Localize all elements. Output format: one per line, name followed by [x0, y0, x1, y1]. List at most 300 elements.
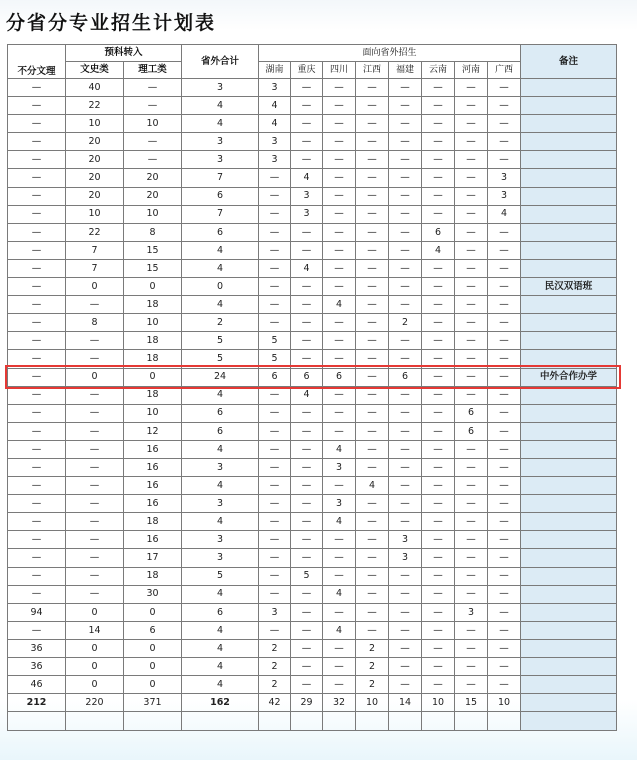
cell-ligong: 10: [124, 115, 182, 133]
cell-wenshi: —: [66, 585, 124, 603]
cell-fen-wenli: —: [8, 115, 66, 133]
cell-chongqing: —: [291, 621, 323, 639]
cell-jiangxi: —: [356, 513, 389, 531]
cell-fujian: —: [389, 187, 422, 205]
cell-yunnan: —: [422, 585, 455, 603]
cell-jiangxi: —: [356, 187, 389, 205]
cell-chongqing: —: [291, 278, 323, 296]
cell-guangxi: —: [488, 115, 521, 133]
cell-chongqing: —: [291, 241, 323, 259]
cell-henan: —: [455, 621, 488, 639]
cell-sichuan: —: [323, 531, 356, 549]
cell-note: [521, 169, 617, 187]
cell-guangxi: —: [488, 422, 521, 440]
cell-yunnan: —: [422, 549, 455, 567]
cell-henan: 3: [455, 603, 488, 621]
cell-guangxi: 4: [488, 205, 521, 223]
cell-sichuan: —: [323, 278, 356, 296]
cell-note: [521, 350, 617, 368]
cell-fujian: —: [389, 278, 422, 296]
cell-fen-wenli: —: [8, 458, 66, 476]
cell-henan: —: [455, 296, 488, 314]
cell-total: 4: [182, 676, 259, 694]
cell-wenshi: —: [66, 477, 124, 495]
cell-henan: —: [455, 133, 488, 151]
cell-empty: [389, 712, 422, 731]
cell-chongqing: 4: [291, 259, 323, 277]
cell-fujian: —: [389, 477, 422, 495]
cell-empty: [323, 712, 356, 731]
cell-jiangxi: 2: [356, 639, 389, 657]
cell-sichuan: 4: [323, 585, 356, 603]
cell-sichuan: —: [323, 241, 356, 259]
cell-henan: —: [455, 332, 488, 350]
cell-note: [521, 676, 617, 694]
cell-ligong: 371: [124, 694, 182, 712]
cell-fujian: —: [389, 567, 422, 585]
header-province-chongqing: 重庆: [291, 62, 323, 79]
cell-hunan: —: [259, 404, 291, 422]
cell-hunan: —: [259, 440, 291, 458]
table-row: [8, 187, 617, 205]
cell-wenshi: 20: [66, 151, 124, 169]
table-row: [8, 169, 617, 187]
cell-ligong: 16: [124, 440, 182, 458]
cell-fen-wenli: —: [8, 567, 66, 585]
cell-ligong: 8: [124, 223, 182, 241]
cell-henan: —: [455, 513, 488, 531]
cell-jiangxi: —: [356, 97, 389, 115]
cell-chongqing: —: [291, 223, 323, 241]
cell-henan: —: [455, 241, 488, 259]
cell-ligong: 0: [124, 676, 182, 694]
cell-note: [521, 549, 617, 567]
cell-total: 7: [182, 169, 259, 187]
cell-jiangxi: —: [356, 350, 389, 368]
cell-henan: —: [455, 639, 488, 657]
cell-ligong: 17: [124, 549, 182, 567]
cell-total: 4: [182, 115, 259, 133]
cell-guangxi: —: [488, 513, 521, 531]
cell-wenshi: —: [66, 422, 124, 440]
cell-guangxi: —: [488, 368, 521, 386]
cell-fen-wenli: —: [8, 133, 66, 151]
cell-empty: [182, 712, 259, 731]
cell-jiangxi: 2: [356, 676, 389, 694]
cell-wenshi: —: [66, 296, 124, 314]
table-row: [8, 259, 617, 277]
cell-fen-wenli: —: [8, 223, 66, 241]
cell-henan: —: [455, 259, 488, 277]
cell-note: [521, 477, 617, 495]
cell-wenshi: —: [66, 404, 124, 422]
cell-sichuan: —: [323, 97, 356, 115]
cell-total: 3: [182, 531, 259, 549]
cell-sichuan: 6: [323, 368, 356, 386]
cell-henan: —: [455, 676, 488, 694]
cell-sichuan: —: [323, 386, 356, 404]
cell-sichuan: —: [323, 151, 356, 169]
cell-total: 162: [182, 694, 259, 712]
cell-note: [521, 332, 617, 350]
cell-sichuan: —: [323, 133, 356, 151]
cell-hunan: —: [259, 458, 291, 476]
cell-wenshi: —: [66, 440, 124, 458]
cell-total: 6: [182, 404, 259, 422]
cell-hunan: —: [259, 621, 291, 639]
cell-note: [521, 621, 617, 639]
cell-total: 5: [182, 350, 259, 368]
header-province-fujian: 福建: [389, 62, 422, 79]
cell-henan: 6: [455, 404, 488, 422]
table-row: [8, 350, 617, 368]
cell-yunnan: 6: [422, 223, 455, 241]
cell-wenshi: 22: [66, 223, 124, 241]
cell-ligong: 30: [124, 585, 182, 603]
cell-note: [521, 133, 617, 151]
cell-fen-wenli: —: [8, 332, 66, 350]
cell-hunan: 2: [259, 658, 291, 676]
cell-henan: —: [455, 386, 488, 404]
cell-ligong: 18: [124, 296, 182, 314]
cell-empty: [8, 712, 66, 731]
cell-fujian: 3: [389, 531, 422, 549]
cell-fujian: —: [389, 422, 422, 440]
cell-yunnan: —: [422, 531, 455, 549]
cell-empty: [356, 712, 389, 731]
cell-henan: —: [455, 495, 488, 513]
cell-guangxi: —: [488, 133, 521, 151]
cell-fujian: —: [389, 151, 422, 169]
cell-guangxi: —: [488, 97, 521, 115]
cell-total: 2: [182, 314, 259, 332]
cell-fujian: —: [389, 513, 422, 531]
cell-ligong: 16: [124, 477, 182, 495]
cell-note: [521, 458, 617, 476]
cell-henan: —: [455, 223, 488, 241]
cell-wenshi: 7: [66, 241, 124, 259]
table-row: [8, 422, 617, 440]
table-row: [8, 115, 617, 133]
cell-jiangxi: —: [356, 205, 389, 223]
cell-chongqing: —: [291, 332, 323, 350]
cell-fen-wenli: —: [8, 259, 66, 277]
cell-chongqing: —: [291, 513, 323, 531]
cell-guangxi: —: [488, 440, 521, 458]
cell-ligong: —: [124, 79, 182, 97]
cell-wenshi: —: [66, 350, 124, 368]
cell-jiangxi: —: [356, 259, 389, 277]
cell-guangxi: —: [488, 278, 521, 296]
cell-fen-wenli: 36: [8, 639, 66, 657]
cell-jiangxi: —: [356, 296, 389, 314]
cell-sichuan: 32: [323, 694, 356, 712]
cell-guangxi: —: [488, 296, 521, 314]
cell-fen-wenli: —: [8, 169, 66, 187]
cell-total: 6: [182, 223, 259, 241]
table-row: [8, 151, 617, 169]
cell-fen-wenli: —: [8, 531, 66, 549]
cell-henan: —: [455, 440, 488, 458]
cell-fen-wenli: —: [8, 621, 66, 639]
table-row: [8, 495, 617, 513]
cell-sichuan: —: [323, 115, 356, 133]
cell-guangxi: —: [488, 332, 521, 350]
cell-chongqing: 3: [291, 205, 323, 223]
cell-note: [521, 241, 617, 259]
cell-jiangxi: 10: [356, 694, 389, 712]
cell-sichuan: 3: [323, 495, 356, 513]
cell-fujian: —: [389, 259, 422, 277]
cell-total: 3: [182, 151, 259, 169]
cell-fujian: —: [389, 440, 422, 458]
cell-total: 5: [182, 332, 259, 350]
cell-note: [521, 296, 617, 314]
cell-guangxi: —: [488, 639, 521, 657]
cell-henan: —: [455, 151, 488, 169]
cell-note: [521, 513, 617, 531]
cell-guangxi: —: [488, 223, 521, 241]
cell-henan: —: [455, 205, 488, 223]
cell-wenshi: —: [66, 386, 124, 404]
cell-fujian: —: [389, 133, 422, 151]
cell-henan: —: [455, 169, 488, 187]
cell-yunnan: —: [422, 205, 455, 223]
cell-fujian: —: [389, 332, 422, 350]
cell-guangxi: —: [488, 151, 521, 169]
cell-chongqing: —: [291, 495, 323, 513]
cell-sichuan: —: [323, 658, 356, 676]
cell-wenshi: 0: [66, 603, 124, 621]
cell-sichuan: —: [323, 205, 356, 223]
cell-hunan: 5: [259, 350, 291, 368]
cell-yunnan: —: [422, 350, 455, 368]
cell-chongqing: —: [291, 422, 323, 440]
cell-fen-wenli: —: [8, 151, 66, 169]
cell-total: 4: [182, 440, 259, 458]
table-row: [8, 404, 617, 422]
cell-yunnan: —: [422, 278, 455, 296]
cell-yunnan: —: [422, 458, 455, 476]
cell-note: [521, 386, 617, 404]
cell-empty: [455, 712, 488, 731]
cell-sichuan: 4: [323, 296, 356, 314]
cell-ligong: 18: [124, 386, 182, 404]
cell-chongqing: —: [291, 676, 323, 694]
cell-yunnan: —: [422, 676, 455, 694]
header-wenshi: 文史类: [66, 62, 124, 79]
cell-guangxi: —: [488, 79, 521, 97]
cell-hunan: —: [259, 223, 291, 241]
cell-yunnan: —: [422, 296, 455, 314]
blank-row: [8, 712, 617, 731]
cell-jiangxi: —: [356, 422, 389, 440]
cell-wenshi: 20: [66, 169, 124, 187]
cell-total: 4: [182, 658, 259, 676]
table-row: [8, 639, 617, 657]
cell-sichuan: —: [323, 314, 356, 332]
cell-ligong: —: [124, 133, 182, 151]
cell-guangxi: —: [488, 386, 521, 404]
table-body: [8, 79, 617, 731]
cell-wenshi: 22: [66, 97, 124, 115]
cell-note: [521, 79, 617, 97]
table-row: [8, 205, 617, 223]
cell-jiangxi: —: [356, 332, 389, 350]
cell-note: [521, 694, 617, 712]
cell-yunnan: —: [422, 314, 455, 332]
cell-total: 6: [182, 422, 259, 440]
cell-hunan: —: [259, 495, 291, 513]
cell-wenshi: 14: [66, 621, 124, 639]
cell-note: 中外合作办学: [521, 368, 617, 386]
cell-chongqing: 3: [291, 187, 323, 205]
cell-jiangxi: —: [356, 241, 389, 259]
cell-ligong: 18: [124, 350, 182, 368]
cell-wenshi: —: [66, 495, 124, 513]
cell-jiangxi: —: [356, 314, 389, 332]
cell-total: 0: [182, 278, 259, 296]
cell-note: [521, 151, 617, 169]
cell-yunnan: —: [422, 79, 455, 97]
cell-wenshi: —: [66, 549, 124, 567]
cell-chongqing: 6: [291, 368, 323, 386]
cell-total: 7: [182, 205, 259, 223]
cell-henan: —: [455, 368, 488, 386]
cell-yunnan: —: [422, 658, 455, 676]
cell-empty: [521, 712, 617, 731]
cell-ligong: 20: [124, 169, 182, 187]
cell-note: [521, 97, 617, 115]
cell-empty: [66, 712, 124, 731]
cell-fen-wenli: —: [8, 404, 66, 422]
cell-sichuan: —: [323, 567, 356, 585]
cell-ligong: —: [124, 97, 182, 115]
cell-note: [521, 187, 617, 205]
cell-hunan: —: [259, 241, 291, 259]
cell-sichuan: 4: [323, 440, 356, 458]
cell-hunan: 3: [259, 603, 291, 621]
cell-total: 3: [182, 79, 259, 97]
cell-wenshi: —: [66, 332, 124, 350]
cell-fen-wenli: —: [8, 296, 66, 314]
cell-chongqing: —: [291, 458, 323, 476]
cell-ligong: 16: [124, 495, 182, 513]
header-province-hunan: 湖南: [259, 62, 291, 79]
cell-yunnan: 10: [422, 694, 455, 712]
cell-fen-wenli: —: [8, 187, 66, 205]
cell-total: 3: [182, 458, 259, 476]
cell-chongqing: —: [291, 477, 323, 495]
header-province-yunnan: 云南: [422, 62, 455, 79]
cell-sichuan: —: [323, 350, 356, 368]
cell-henan: —: [455, 531, 488, 549]
cell-ligong: 15: [124, 241, 182, 259]
cell-fen-wenli: —: [8, 477, 66, 495]
cell-ligong: 0: [124, 639, 182, 657]
cell-guangxi: —: [488, 676, 521, 694]
cell-jiangxi: —: [356, 404, 389, 422]
cell-chongqing: —: [291, 440, 323, 458]
cell-yunnan: —: [422, 495, 455, 513]
cell-hunan: —: [259, 477, 291, 495]
cell-jiangxi: —: [356, 585, 389, 603]
cell-henan: —: [455, 585, 488, 603]
cell-fujian: —: [389, 603, 422, 621]
cell-jiangxi: —: [356, 440, 389, 458]
cell-wenshi: 0: [66, 658, 124, 676]
cell-hunan: —: [259, 513, 291, 531]
cell-hunan: —: [259, 205, 291, 223]
cell-yunnan: —: [422, 187, 455, 205]
cell-hunan: 6: [259, 368, 291, 386]
cell-chongqing: —: [291, 549, 323, 567]
cell-ligong: 0: [124, 368, 182, 386]
table-row: [8, 567, 617, 585]
cell-fen-wenli: —: [8, 495, 66, 513]
totals-row: [8, 694, 617, 712]
cell-fen-wenli: —: [8, 79, 66, 97]
cell-fen-wenli: 94: [8, 603, 66, 621]
table-row: [8, 513, 617, 531]
cell-note: [521, 223, 617, 241]
cell-sichuan: —: [323, 477, 356, 495]
cell-wenshi: 8: [66, 314, 124, 332]
cell-sichuan: —: [323, 79, 356, 97]
cell-ligong: 0: [124, 658, 182, 676]
cell-hunan: 2: [259, 639, 291, 657]
cell-chongqing: —: [291, 404, 323, 422]
cell-ligong: 10: [124, 404, 182, 422]
cell-jiangxi: —: [356, 567, 389, 585]
cell-total: 5: [182, 567, 259, 585]
cell-guangxi: —: [488, 259, 521, 277]
cell-chongqing: —: [291, 658, 323, 676]
cell-fujian: —: [389, 241, 422, 259]
cell-ligong: 0: [124, 603, 182, 621]
cell-hunan: —: [259, 278, 291, 296]
cell-fen-wenli: —: [8, 314, 66, 332]
header-province-sichuan: 四川: [323, 62, 356, 79]
cell-yunnan: —: [422, 97, 455, 115]
cell-chongqing: —: [291, 531, 323, 549]
cell-note: [521, 259, 617, 277]
cell-fujian: 3: [389, 549, 422, 567]
cell-guangxi: —: [488, 531, 521, 549]
cell-guangxi: —: [488, 585, 521, 603]
cell-yunnan: —: [422, 115, 455, 133]
cell-sichuan: —: [323, 223, 356, 241]
cell-chongqing: —: [291, 97, 323, 115]
cell-fujian: —: [389, 97, 422, 115]
cell-total: 6: [182, 603, 259, 621]
cell-wenshi: 10: [66, 205, 124, 223]
cell-note: [521, 422, 617, 440]
cell-fujian: —: [389, 223, 422, 241]
cell-wenshi: 0: [66, 278, 124, 296]
cell-fen-wenli: —: [8, 350, 66, 368]
cell-hunan: 4: [259, 97, 291, 115]
cell-sichuan: —: [323, 404, 356, 422]
header-ligong: 理工类: [124, 62, 182, 79]
cell-fujian: —: [389, 495, 422, 513]
table-row: [8, 278, 617, 296]
table-row: [8, 585, 617, 603]
cell-henan: 6: [455, 422, 488, 440]
cell-yunnan: —: [422, 440, 455, 458]
cell-jiangxi: —: [356, 458, 389, 476]
cell-sichuan: 4: [323, 621, 356, 639]
